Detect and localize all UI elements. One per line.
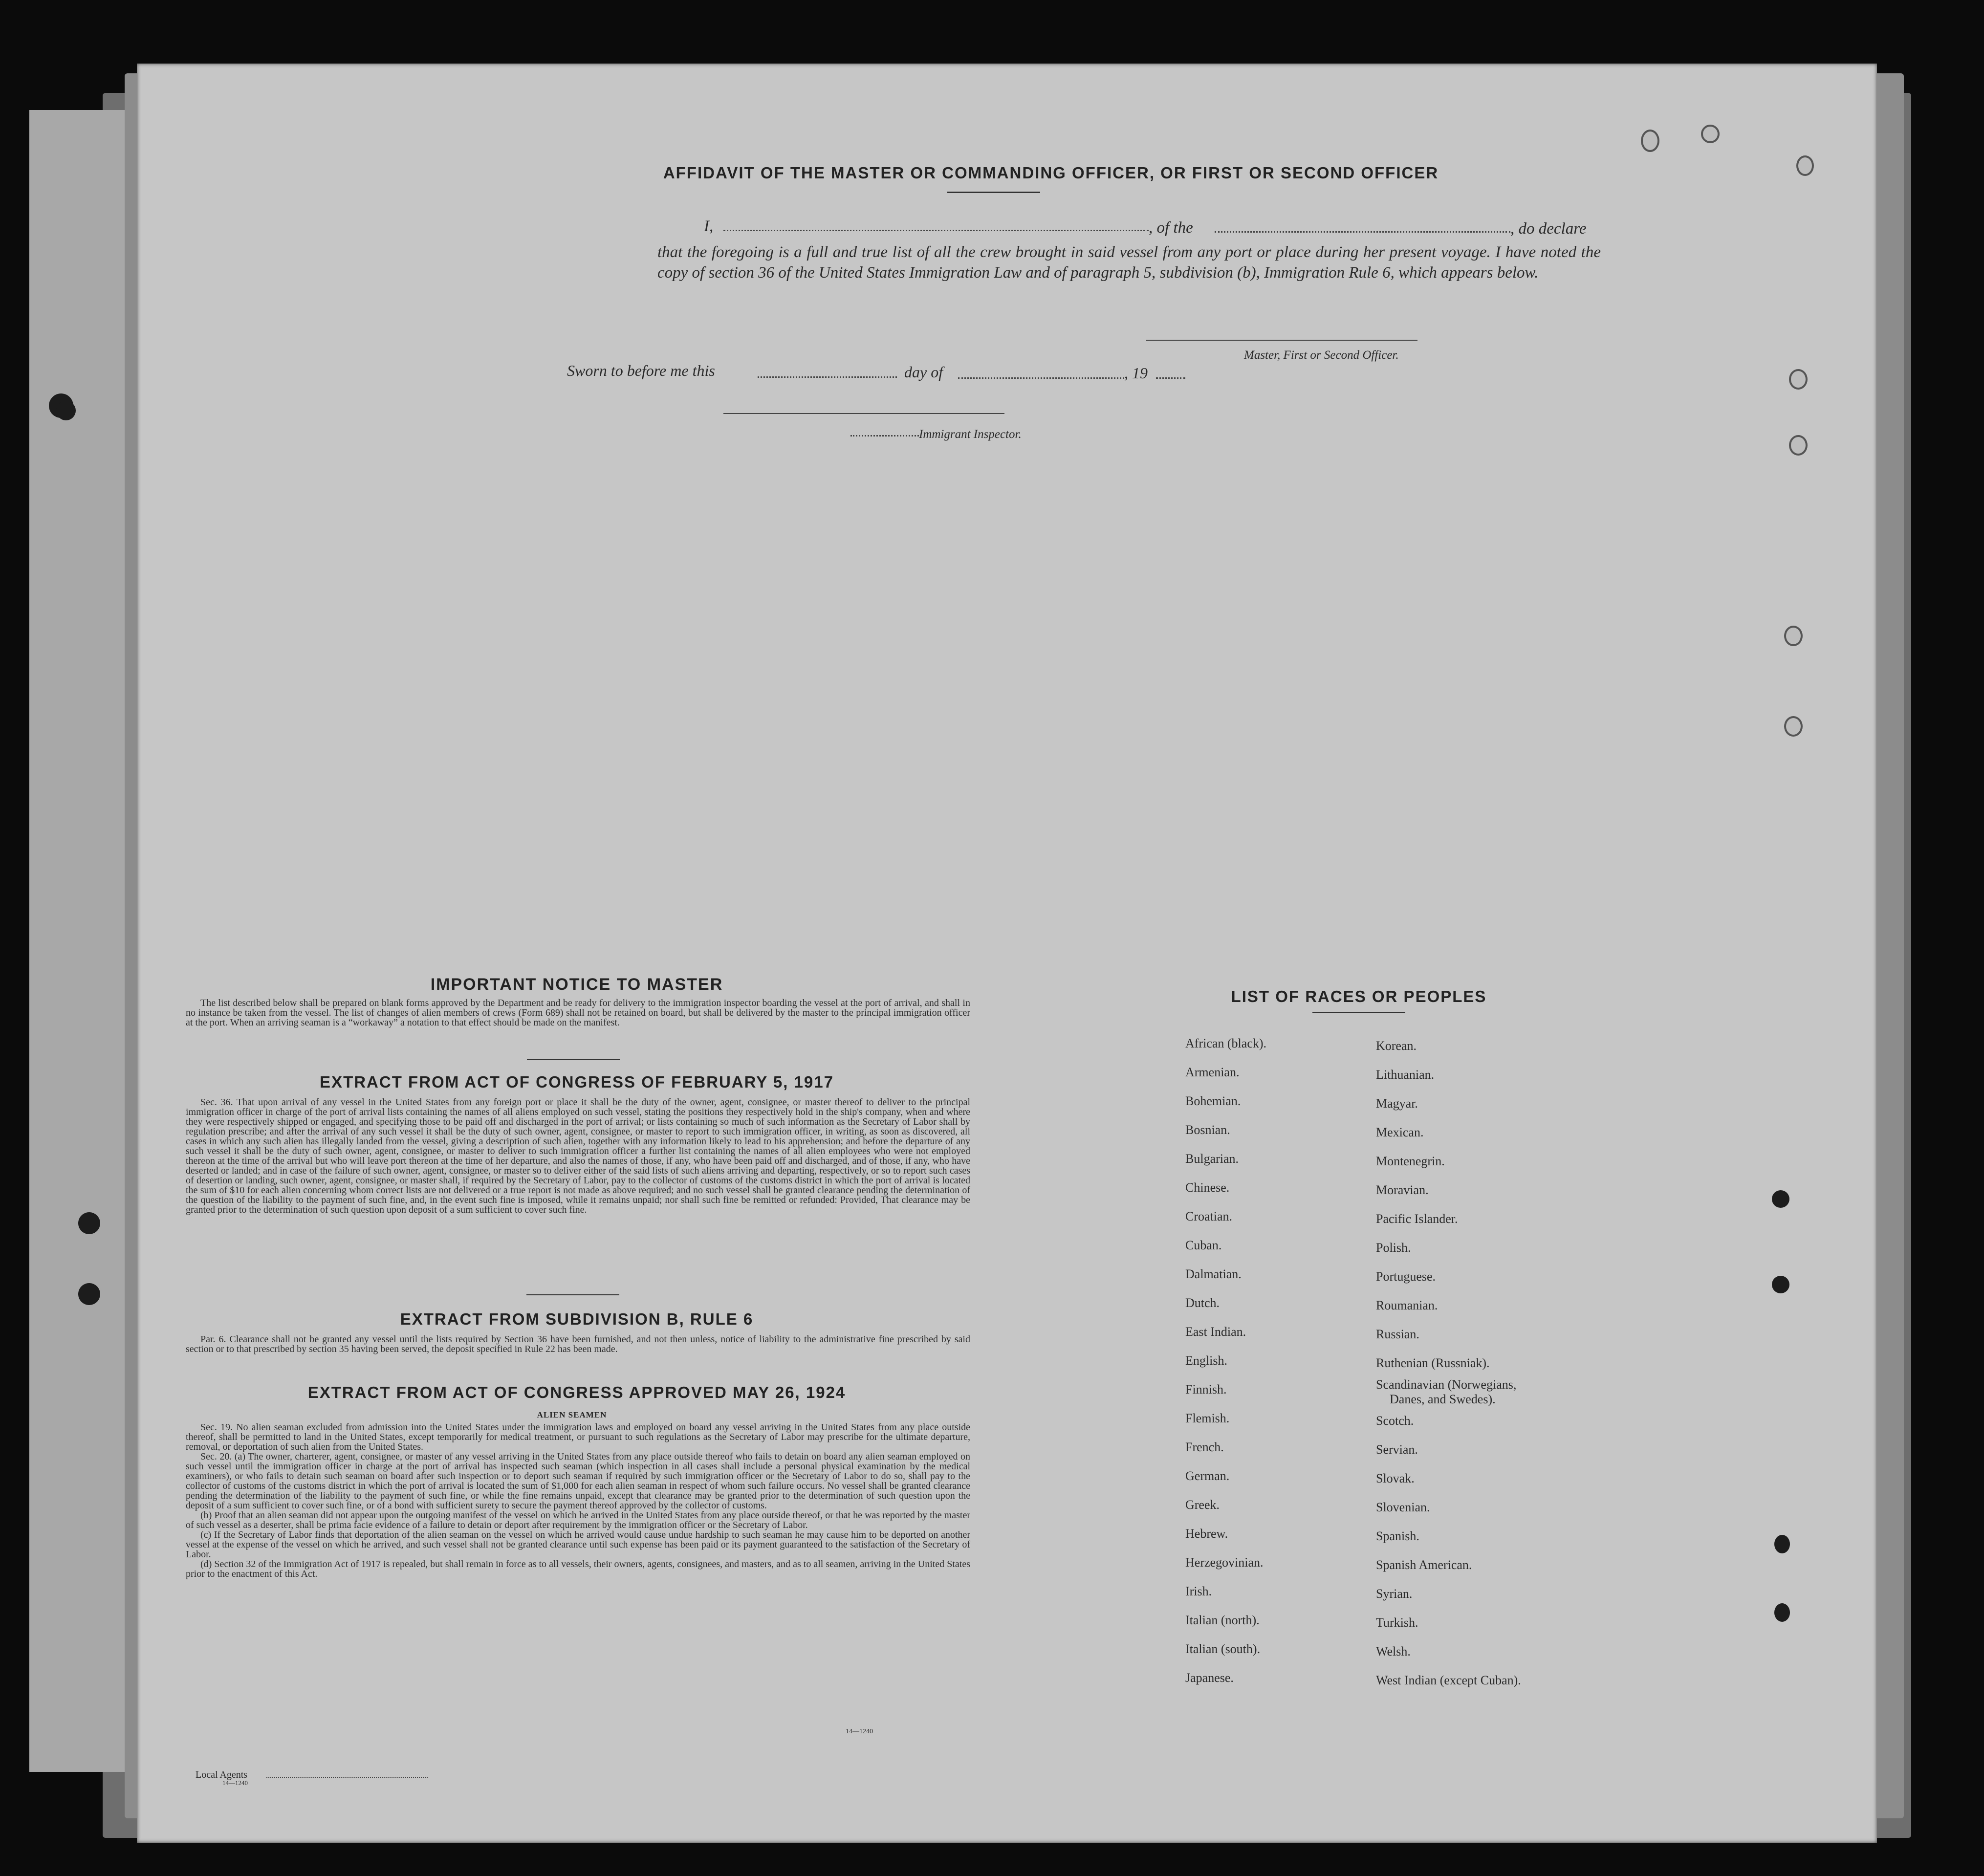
- race-item: East Indian.: [1185, 1325, 1246, 1339]
- extract-1924-body: [186, 1422, 970, 1579]
- affidavit-declare-label: , do declare: [1510, 220, 1587, 238]
- binder-hole: [78, 1283, 100, 1305]
- divider: [526, 1294, 619, 1295]
- race-item: English.: [1185, 1353, 1227, 1368]
- race-item: Armenian.: [1185, 1065, 1240, 1079]
- rule-6-title: EXTRACT FROM SUBDIVISION B, RULE 6: [400, 1310, 754, 1328]
- extract-1917-title: EXTRACT FROM ACT OF CONGRESS OF FEBRUARY 5, 1917: [320, 1073, 834, 1091]
- extract-1917-body: [186, 1097, 970, 1215]
- race-item: Pacific Islander.: [1376, 1212, 1458, 1226]
- race-item: Dutch.: [1185, 1296, 1220, 1310]
- race-item: Korean.: [1376, 1039, 1417, 1053]
- year-prefix: , 19: [1124, 364, 1148, 382]
- race-item: Finnish.: [1185, 1382, 1227, 1396]
- race-item: West Indian (except Cuban).: [1376, 1673, 1521, 1687]
- par-6-text: Par. 6. Clearance shall not be granted any vessel until the lists required by Section 36 have been furnished, and not then unless, notice of liability to the administrative fine prescribed by said section or to that prescribed by section 35 having been served, the deposit specified in Rule 22 has been made.: [186, 1334, 970, 1354]
- race-item: Syrian.: [1376, 1587, 1413, 1601]
- sec-20d-text: (d) Section 32 of the Immigration Act of 1917 is repealed, but shall remain in force as to all vessels, their owners, agents, consignees, and masters, and as to all seamen, arriving in the United States prior to the enactment of this Act.: [186, 1559, 970, 1579]
- race-item: Scotch.: [1376, 1414, 1414, 1428]
- local-agents-label: Local Agents: [196, 1769, 248, 1780]
- sworn-month-blank: [958, 377, 1124, 379]
- race-item: Croatian.: [1185, 1209, 1233, 1223]
- day-of-label: day of: [904, 363, 943, 381]
- signature-label: Master, First or Second Officer.: [1244, 349, 1399, 362]
- notice-body: [186, 998, 970, 1027]
- punch-hole: [1784, 626, 1803, 646]
- sworn-day-blank: [758, 376, 897, 378]
- race-item: Russian.: [1376, 1327, 1419, 1341]
- races-left-column: [1185, 1029, 1266, 1692]
- affidavit-i-label: I,: [704, 218, 714, 235]
- sec-20c-text: (c) If the Secretary of Labor finds that deportation of the alien seaman on the vessel on which he arrived would cause undue hardship to such seaman he may cause him to be deported on another vessel at the expense of the vessel on which he arrived, and such vessel shall not be granted clearance until such expense has been paid or its payment guaranteed to the satisfaction of the Secretary of Labor.: [186, 1529, 970, 1560]
- affidavit-title: AFFIDAVIT OF THE MASTER OR COMMANDING OFFICER, OR FIRST OR SECOND OFFICER: [663, 164, 1439, 182]
- section-36-text: Sec. 36. That upon arrival of any vessel in the United States from any foreign port or place it shall be the duty of the owner, agent, consignee, or master thereof to deliver to the principal immigration officer in charge of the port of arrival lists containing the names of all aliens employed on such vessel, stating the positions they respectively hold in the ship's company, when and where they were respectively shipped or engaged, and specifying those to be paid off and discharged in the port of arrival; or lists containing so much of such information as the Secretary of Labor shall by regulation prescribe; and after the arrival of any such vessel it shall be the duty of such owner, agent, consignee, or master to report to such immigration officer, in writing, as soon as discovered, all cases in which any such alien has illegally landed from the vessel, giving a description of such alien, together with any information likely to lead to his apprehension; and before the departure of any such vessel it shall be the duty of such owner, agent, consignee, or master to deliver to such immigration officer a further list containing the names of all alien employees who were not employed thereon at the time of the arrival but who will leave port thereon at the time of her departure, and also the names of those, if any, who have been paid off and discharged, and of those, if any, who have deserted or landed; and in case of the failure of such owner, agent, consignee, or master so to deliver either of the said lists of such aliens arriving and departing, respectively, or so to report such cases of desertion or landing, such owner, agent, consignee, or master shall, if required by the Secretary of Labor, pay to the collector of customs of the customs district in which the port of arrival is located the sum of $10 for each alien concerning whom correct lists are not delivered or a true report is not made as above required; and no such vessel shall be granted clearance pending the determination of the question of the liability to the payment of such fine, and, in the event such fine is imposed, while it remains unpaid; nor shall such fine be remitted or refunded: Provided, That clearance may be granted prior to the determination of such question upon deposit of a sum sufficient to cover such fine.: [186, 1097, 970, 1215]
- punch-hole: [1789, 369, 1808, 390]
- punch-hole: [1774, 1535, 1790, 1553]
- punch-hole: [1796, 155, 1814, 176]
- races-title: LIST OF RACES OR PEOPLES: [1231, 987, 1487, 1005]
- race-item: German.: [1185, 1469, 1230, 1483]
- races-right-column: [1376, 1031, 1521, 1695]
- notice-text: The list described below shall be prepared on blank forms approved by the Department and be ready for delivery to the immigration inspector boarding the vessel at the port of arrival, and shall in no instance be taken from the vessel. The list of changes of alien members of crews (Form 689) shall not be retained on board, but shall be delivered by the master to the principal immigration officer at the port. When an arriving seaman is a “workaway” a notation to that effect should be made on the manifest.: [186, 998, 970, 1028]
- inspector-line: [723, 413, 1004, 414]
- race-item: Italian (north).: [1185, 1613, 1260, 1627]
- race-item: Spanish.: [1376, 1529, 1419, 1543]
- race-item: Herzegovinian.: [1185, 1555, 1264, 1570]
- race-item: Turkish.: [1376, 1615, 1418, 1630]
- race-item: Montenegrin.: [1376, 1154, 1445, 1168]
- race-item: Spanish American.: [1376, 1558, 1472, 1572]
- race-item: Lithuanian.: [1376, 1068, 1435, 1082]
- race-item: Flemish.: [1185, 1411, 1230, 1425]
- local-agents-line: [266, 1777, 428, 1778]
- race-item: Roumanian.: [1376, 1298, 1438, 1312]
- race-item: Bulgarian.: [1185, 1152, 1239, 1166]
- sworn-label: Sworn to before me this: [567, 362, 715, 379]
- sec-20a-text: Sec. 20. (a) The owner, charterer, agent, consignee, or master of any vessel arriving in the United States from any place outside thereof who fails to detain on board any alien seaman employed on such vessel until the immigration officer in charge at the port of arrival has inspected such seaman (which inspection in all cases shall include a personal physical examination by the medical examiners), or who fails to detain such seaman on board after such inspection or to deport such seaman if required by such immigration officer or the Secretary of Labor to do so, shall pay to the collector of customs of the customs district in which the port of arrival is located the sum of $1,000 for each alien seaman in respect of whom such failure occurs. No vessel shall be granted clearance pending the determination of the liability to the payment of such fine, or while the fine remains unpaid, except that clearance may be granted prior to the determination of such question upon the deposit of a sum sufficient to cover such fine, or of a bond with sufficient surety to secure the payment thereof approved by the collector of customs.: [186, 1451, 970, 1511]
- race-item: Chinese.: [1185, 1180, 1230, 1195]
- name-blank: [723, 230, 1149, 231]
- race-item: French.: [1185, 1440, 1224, 1454]
- race-item: Greek.: [1185, 1498, 1220, 1512]
- race-item: Hebrew.: [1185, 1527, 1228, 1541]
- race-item: Slovak.: [1376, 1471, 1415, 1485]
- punch-hole: [1774, 1603, 1790, 1622]
- punch-hole: [1701, 125, 1720, 143]
- race-item: Bosnian.: [1185, 1123, 1230, 1137]
- sec-20b-text: (b) Proof that an alien seaman did not appear upon the outgoing manifest of the vessel on which he arrived in the United States from any place outside thereof, or that he was reported by the master of such vessel as a deserter, shall be prima facie evidence of a failure to detain or deport after requirement by the immigration officer or the Secretary of Labor.: [186, 1510, 970, 1530]
- notice-title: IMPORTANT NOTICE TO MASTER: [430, 975, 723, 994]
- race-item: Dalmatian.: [1185, 1267, 1242, 1281]
- race-item: Welsh.: [1376, 1644, 1411, 1658]
- punch-hole: [1772, 1276, 1789, 1293]
- race-item: Bohemian.: [1185, 1094, 1241, 1108]
- rule-6-body: [186, 1334, 970, 1354]
- race-item: Moravian.: [1376, 1183, 1429, 1197]
- extract-1924-title: EXTRACT FROM ACT OF CONGRESS APPROVED MAY 26, 1924: [307, 1383, 846, 1401]
- binder-hole: [56, 401, 76, 420]
- divider: [527, 1059, 620, 1060]
- sec-19-text: Sec. 19. No alien seaman excluded from admission into the United States under the immigration laws and employed on board any vessel arriving in the United States from any place outside thereof, shall be permitted to land in the United States, except temporarily for medical treatment, or pursuant to such regulations as the Secretary of Labor may prescribe for the ultimate departure, removal, or deportation of such alien from the United States.: [186, 1422, 970, 1452]
- race-item: Scandinavian (Norwegians,: [1376, 1377, 1517, 1392]
- race-item: Polish.: [1376, 1241, 1411, 1255]
- title-underline: [947, 192, 1040, 193]
- race-item: African (black).: [1185, 1036, 1267, 1050]
- race-item: Mexican.: [1376, 1125, 1424, 1139]
- race-item: Magyar.: [1376, 1096, 1418, 1111]
- race-item: Slovenian.: [1376, 1500, 1430, 1514]
- inspector-dots: [850, 435, 919, 436]
- alien-seamen-subtitle: ALIEN SEAMEN: [537, 1410, 607, 1419]
- manifest-page: [137, 64, 1877, 1843]
- punch-hole: [1772, 1190, 1789, 1208]
- affidavit-body: that the foregoing is a full and true list of all the crew brought in said vessel from any port or place during her present voyage. I have noted the copy of section 36 of the United States Immigration Law and of paragraph 5, subdivision (b), Immigration Rule 6, which appears below.: [657, 243, 1601, 282]
- punch-hole: [1789, 435, 1808, 456]
- race-item: Portuguese.: [1376, 1269, 1436, 1284]
- race-item: Danes, and Swedes).: [1390, 1392, 1496, 1406]
- year-blank: [1156, 377, 1185, 379]
- signature-line: [1146, 340, 1417, 341]
- race-item: Ruthenian (Russniak).: [1376, 1356, 1490, 1370]
- divider: [1312, 1012, 1405, 1013]
- punch-hole: [1784, 716, 1803, 737]
- form-code: 14—1240: [846, 1728, 873, 1735]
- race-item: Cuban.: [1185, 1238, 1222, 1252]
- affidavit-of-the-label: , of the: [1149, 219, 1193, 237]
- binder-hole: [78, 1212, 100, 1234]
- inspector-label: Immigrant Inspector.: [919, 428, 1022, 441]
- punch-hole: [1641, 130, 1659, 152]
- vessel-blank: [1215, 231, 1510, 233]
- race-item: Japanese.: [1185, 1671, 1234, 1685]
- race-item: Servian.: [1376, 1442, 1418, 1457]
- footer-code: 14—1240: [222, 1779, 248, 1787]
- race-item: Italian (south).: [1185, 1642, 1261, 1656]
- race-item: Irish.: [1185, 1584, 1212, 1598]
